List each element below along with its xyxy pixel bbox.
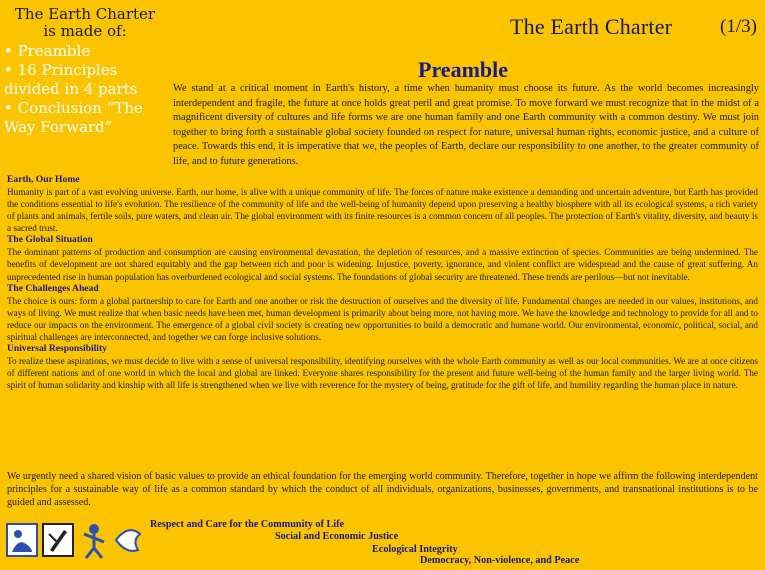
sidebar-list <box>4 42 166 137</box>
principle-1: Respect and Care for the Community of Life <box>150 519 345 530</box>
section-text-responsibility: To realize these aspirations, we must decide to live with a sense of universal responsibility, identifying ourselves with the whole Earth community as well as our local communities. We are at once citizens of different nations and of one world in which the local and global are linked. Everyone shares responsibility for the present and future well-being of the human family and the larger living world. The spirit of human solidarity and kinship with all life is strengthened when we live with reverence for the mystery of being, gratitude for the gift of life, and humility regarding the human place in nature. <box>7 356 758 391</box>
sidebar <box>0 0 165 170</box>
sidebar-item-preamble: • Preamble <box>4 42 91 60</box>
section-heading-global: The Global Situation <box>7 234 93 246</box>
section-heading-challenges: The Challenges Ahead <box>7 282 99 294</box>
section-heading-earth: Earth, Our Home <box>7 174 80 185</box>
section-text-earth: Humanity is part of a vast evolving universe. Earth, our home, is alive with a unique community of life. The forces of nature make existence a demanding and uncertain adventure, but Earth has provided the conditions essential to life's evolution. The resilience of the community of life and the well-being of humanity depend upon preserving a healthy biosphere with all its ecological systems, a rich variety of plants and animals, fertile soils, pure waters, and clean air. The global environment with its finite resources is a common concern of all peoples. The protection of Earth's vitality, diversity, and beauty is a sacred trust. <box>7 187 758 234</box>
principle-2: Social and Economic Justice <box>275 531 399 542</box>
sidebar-item-conclusion: • Conclusion “The Way Forward” <box>4 99 143 136</box>
page-number: (1/3) <box>720 16 757 37</box>
principle-3: Ecological Integrity <box>372 544 458 555</box>
sidebar-title: The Earth Charter is made of: <box>14 5 156 40</box>
preamble-heading: Preamble <box>418 57 509 82</box>
section-heading-responsibility: Universal Responsibility <box>7 343 107 355</box>
section-text-challenges: The choice is ours: form a global partnership to care for Earth and one another or risk the destruction of ourselves and the diversity of life. Fundamental changes are needed in our values, institutions, and ways of living. We must realize that when basic needs have been met, human development is primarily about being more, not having more. We have the knowledge and technology to provide for all and to reduce our impacts on the environment. The emergence of a global civil society is creating new opportunities to build a democratic and humane world. Our environmental, economic, political, social, and spiritual challenges are interconnected, and together we can forge inclusive solutions. <box>7 295 758 342</box>
section-text-global: The dominant patterns of production and consumption are causing environmental devastation, the depletion of resources, and a massive extinction of species. Communities are being undermined. The benefits of development are not shared equitably and the gap between rich and poor is widening. Injustice, poverty, ignorance, and violent conflict are widespread and the cause of great suffering. An unprecedented rise in human population has overburdened ecological and social systems. The foundations of global security are threatened. These trends are perilous—but not inevitable. <box>7 247 758 282</box>
closing-paragraph: We urgently need a shared vision of basic values to provide an ethical foundation for the emerging world community. Therefore, together in hope we affirm the following interdependent principles for a sustainable way of life as a common standard by which the conduct of all individuals, organizations, businesses, governments, and transnational institutions is to be guided and assessed. <box>7 471 758 509</box>
principle-4: Democracy, Non-violence, and Peace <box>420 555 580 566</box>
principles-list <box>0 517 765 570</box>
preamble-intro: We stand at a critical moment in Earth's history, a time when humanity must choose its future. As the world becomes increasingly interdependent and fragile, the future at once holds great peril and great promise. To move forward we must recognize that in the midst of a magnificent diversity of cultures and life forms we are one human family and one Earth community with a common destiny. We must join together to bring forth a sustainable global society founded on respect for nature, universal human rights, economic justice, and a culture of peace. Towards this end, it is imperative that we, the peoples of Earth, declare our responsibility to one another, to the greater community of life, and to future generations. <box>173 83 759 167</box>
preamble-sections <box>7 174 758 391</box>
page-title: The Earth Charter <box>510 14 673 39</box>
sidebar-item-principles: • 16 Principles divided in 4 parts <box>4 61 138 98</box>
